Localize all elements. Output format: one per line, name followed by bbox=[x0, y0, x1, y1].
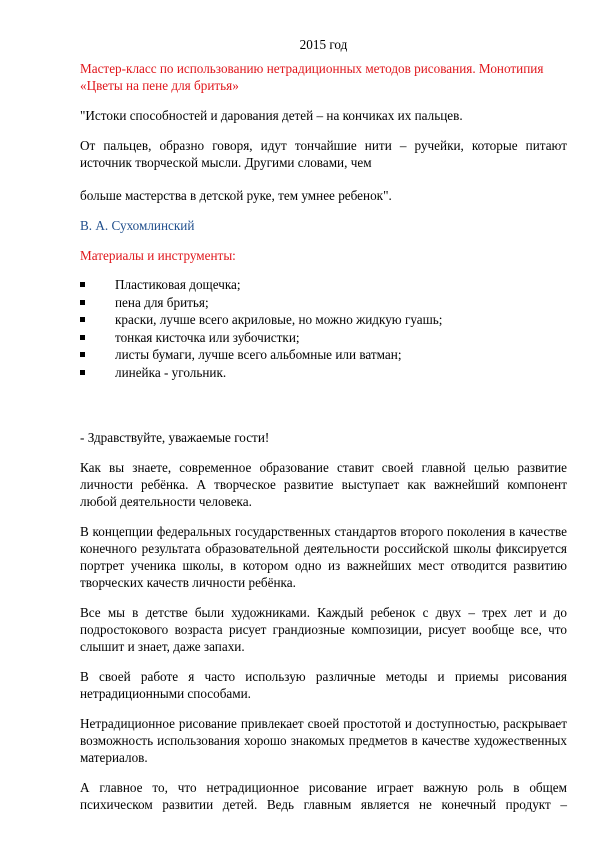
list-item bbox=[80, 346, 567, 364]
body-paragraph: В своей работе я часто использую различные методы и приемы рисования нетрадиционными способами. bbox=[80, 669, 567, 701]
epigraph-line-3: больше мастерства в детской руке, тем умнее ребенок". bbox=[80, 188, 392, 203]
materials-item-text: листы бумаги, лучше всего альбомные или ватман; bbox=[115, 347, 402, 362]
body-paragraph: В концепции федеральных государственных стандартов второго поколения в качестве конечного результата образовательной деятельности российской школы фиксируется портрет ученика школы, в котором одно из важнейших мест отводится развитию творческих качеств личности ребёнка. bbox=[80, 524, 567, 590]
bullet-icon bbox=[80, 300, 85, 305]
materials-item-text: пена для бритья; bbox=[115, 294, 209, 310]
document-year: 2015 год bbox=[299, 37, 348, 52]
materials-item-text: линейка - угольник. bbox=[115, 364, 227, 380]
bullet-icon bbox=[80, 370, 85, 375]
list-item bbox=[80, 276, 567, 294]
bullet-icon bbox=[80, 352, 85, 357]
greeting-paragraph: - Здравствуйте, уважаемые гости! bbox=[80, 430, 270, 445]
materials-heading: Материалы и инструменты: bbox=[80, 248, 236, 263]
epigraph-line-1: "Истоки способностей и дарования детей – на кончиках их пальцев. bbox=[80, 108, 463, 123]
body-paragraph: Все мы в детстве были художниками. Каждый ребенок с двух – трех лет и до подростокового возраста рисует грандиозные композиции, рисует вообще все, что слышит и знает, даже запахи. bbox=[80, 605, 567, 654]
materials-item-text: краски, лучше всего акриловые, но можно жидкую гуашь; bbox=[115, 312, 443, 327]
epigraph-author: В. А. Сухомлинский bbox=[80, 218, 195, 233]
document-title: Мастер-класс по использованию нетрадиционных методов рисования. Монотипия «Цветы на пене для бритья» bbox=[80, 61, 544, 93]
materials-item-text: тонкая кисточка или зубочистки; bbox=[115, 329, 300, 345]
list-item bbox=[80, 294, 567, 312]
body-paragraph: Нетрадиционное рисование привлекает своей простотой и доступностью, раскрывает возможность использования хорошо знакомых предметов в качестве художественных материалов. bbox=[80, 716, 567, 765]
list-item bbox=[80, 329, 567, 347]
epigraph-line-2: От пальцев, образно говоря, идут тончайшие нити – ручейки, которые питают источник творческой мысли. Другими словами, чем bbox=[80, 138, 567, 170]
materials-list bbox=[80, 276, 567, 381]
list-item bbox=[80, 364, 567, 382]
materials-item-text: Пластиковая дощечка; bbox=[115, 277, 241, 292]
bullet-icon bbox=[80, 335, 85, 340]
bullet-icon bbox=[80, 317, 85, 322]
bullet-icon bbox=[80, 282, 85, 287]
body-paragraph: Как вы знаете, современное образование ставит своей главной целью развитие личности ребёнка. А творческое развитие выступает как важнейший компонент любой деятельности человека. bbox=[80, 460, 567, 509]
list-item bbox=[80, 311, 567, 329]
body-paragraph: А главное то, что нетрадиционное рисование играет важную роль в общем психическом развитии детей. Ведь главным является не конечный продукт – bbox=[80, 780, 567, 812]
